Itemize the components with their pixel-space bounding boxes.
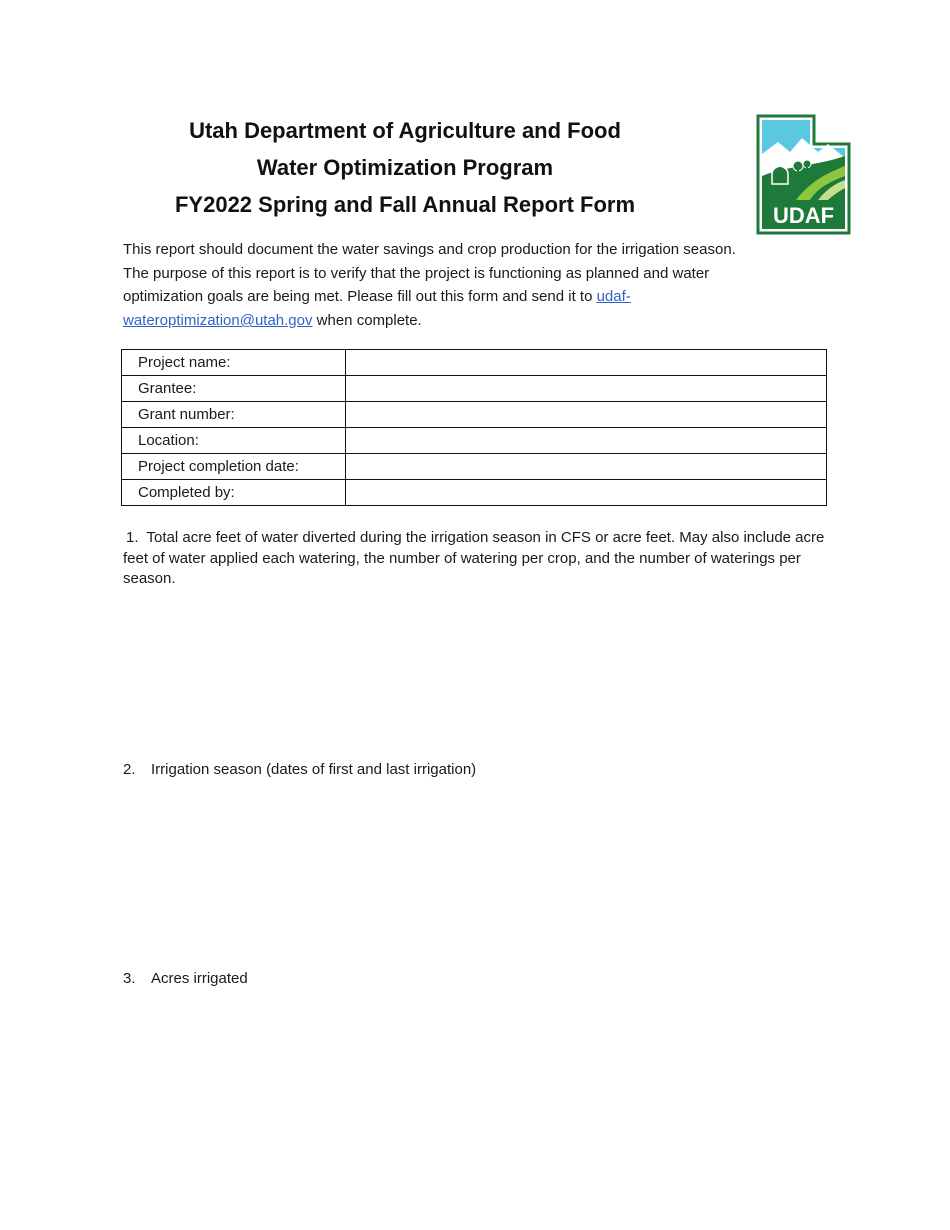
- completion-date-field[interactable]: [346, 454, 827, 480]
- title-line-agency: Utah Department of Agriculture and Food: [189, 118, 621, 143]
- question-3: [123, 969, 248, 990]
- question-1: [123, 528, 833, 590]
- title-line-program: Water Optimization Program: [256, 155, 554, 180]
- grant-number-label: Grant number:: [122, 402, 346, 428]
- intro-text: This report should document the water savings and crop production for the irrigation season. The purpose of this report is to verify that the project is functioning as planned and water optimization goals are being met. Please fill out this form and send it to: [123, 241, 736, 306]
- grant-number-field[interactable]: [346, 402, 827, 428]
- table-row: [122, 428, 827, 454]
- table-row: [122, 402, 827, 428]
- question-text: Irrigation season (dates of first and last irrigation): [151, 761, 477, 778]
- project-name-label: Project name:: [122, 350, 346, 376]
- completed-by-label: Completed by:: [122, 480, 346, 506]
- grantee-label: Grantee:: [122, 376, 346, 402]
- grantee-field[interactable]: [346, 376, 827, 402]
- table-row: [122, 480, 827, 506]
- question-text: Acres irrigated: [151, 970, 248, 987]
- completion-date-label: Project completion date:: [122, 454, 346, 480]
- intro-text-end: when complete.: [312, 312, 422, 330]
- completed-by-field[interactable]: [346, 480, 827, 506]
- table-row: [122, 350, 827, 376]
- location-field[interactable]: [346, 428, 827, 454]
- form-title: [140, 112, 670, 223]
- question-2: [123, 760, 476, 781]
- intro-paragraph: [123, 238, 743, 333]
- project-info-table: [121, 349, 827, 506]
- table-row: [122, 376, 827, 402]
- question-number: 2.: [123, 761, 136, 778]
- location-label: Location:: [122, 428, 346, 454]
- question-number: 3.: [123, 970, 136, 987]
- project-name-field[interactable]: [346, 350, 827, 376]
- udaf-logo: [756, 114, 851, 235]
- question-text: Total acre feet of water diverted during the irrigation season in CFS or acre feet. May also include acre feet of water applied each watering, the number of watering per crop, and the number of waterings per season.: [123, 529, 825, 587]
- contact-email-link[interactable]: udaf-wateroptimization@utah.gov: [123, 288, 631, 330]
- question-number: 1.: [126, 529, 139, 546]
- logo-text: UDAF: [772, 203, 835, 228]
- table-row: [122, 454, 827, 480]
- title-line-form: FY2022 Spring and Fall Annual Report Form: [174, 192, 636, 217]
